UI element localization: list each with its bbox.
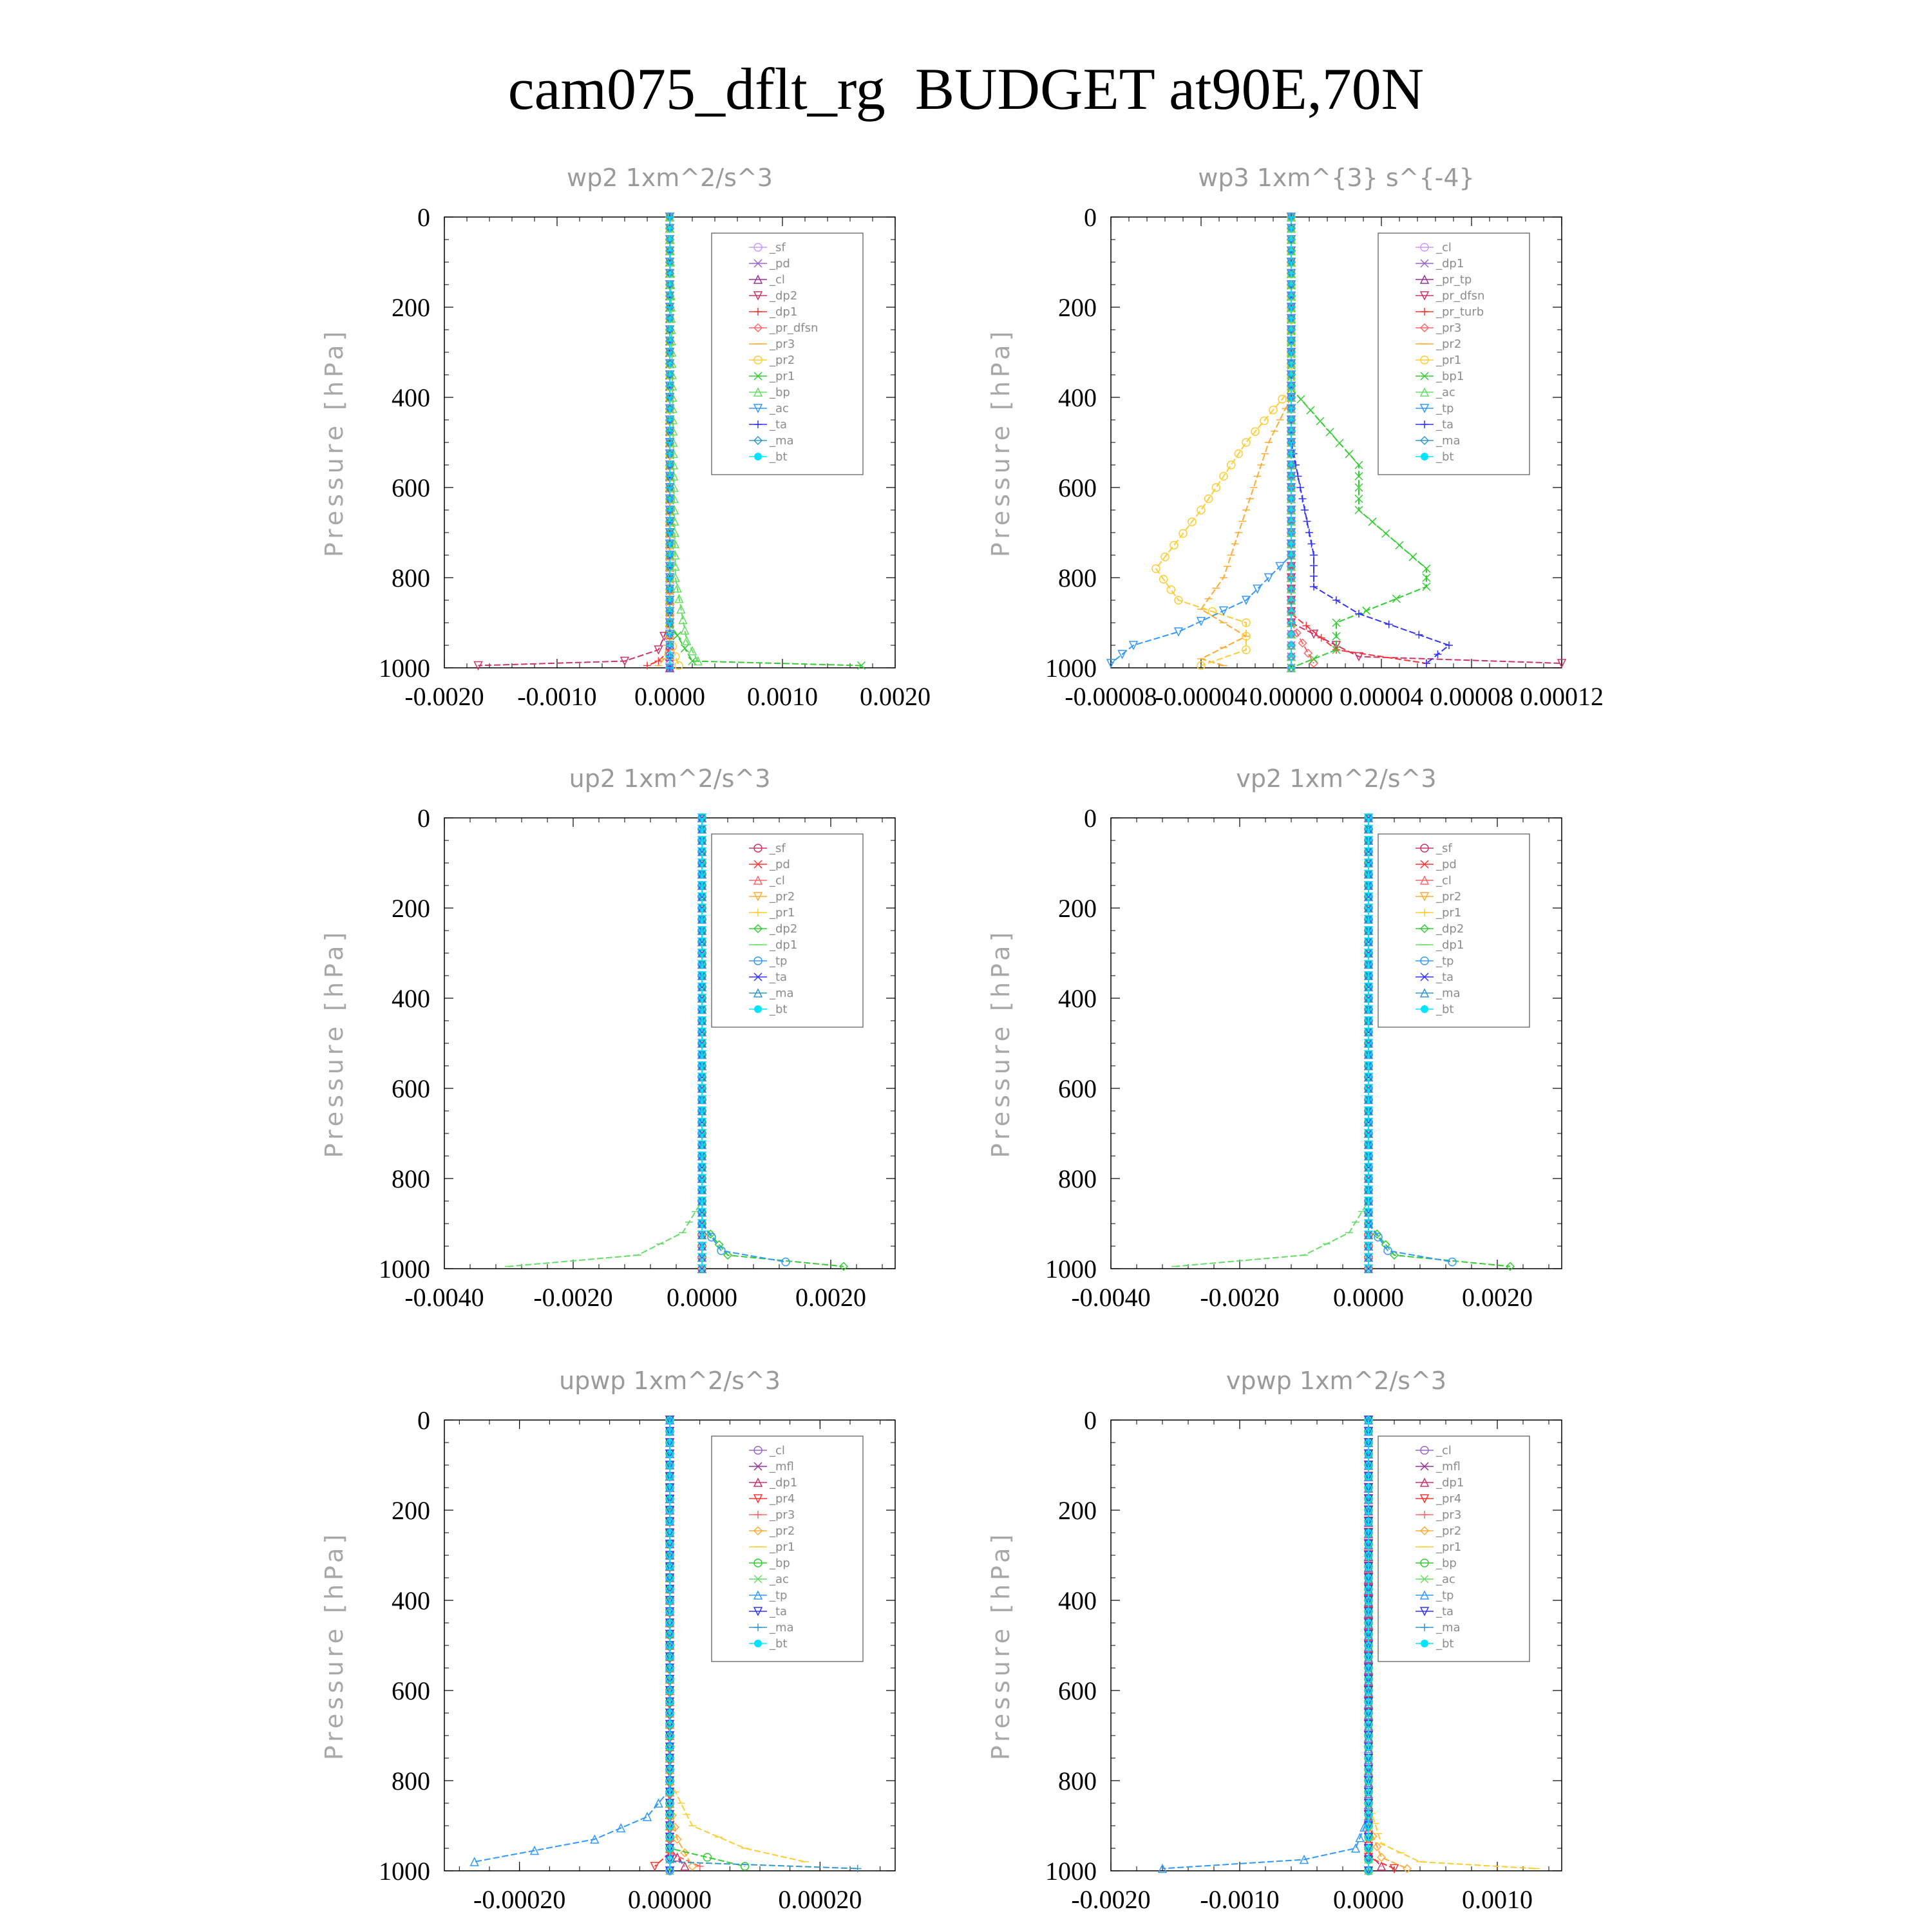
y-tick-label: 600 xyxy=(1058,473,1097,502)
series-marker xyxy=(1378,1853,1385,1861)
y-tick-label: 400 xyxy=(392,383,430,412)
legend-entry: _mfl xyxy=(1436,1460,1461,1473)
series-bt xyxy=(666,217,674,668)
y-tick-label: 200 xyxy=(1058,293,1097,322)
series-marker xyxy=(1409,553,1417,561)
x-tick-label: -0.0040 xyxy=(1071,1283,1151,1312)
legend-entry: _cl xyxy=(1436,874,1452,887)
legend-entry: _dp1 xyxy=(1436,257,1464,270)
series-marker xyxy=(1332,596,1340,604)
y-tick-label: 800 xyxy=(392,1164,430,1193)
series-line xyxy=(1175,818,1368,1267)
series-marker xyxy=(1382,529,1390,537)
series-marker xyxy=(1303,518,1311,526)
panel-title: up2 1xm^2/s^3 xyxy=(569,764,771,793)
y-axis-label: Pressure [hPa] xyxy=(987,327,1015,558)
legend-entry: _sf xyxy=(770,842,786,855)
y-axis-label: Pressure [hPa] xyxy=(320,928,348,1159)
series-marker xyxy=(1167,586,1175,594)
legend-entry: _pr3 xyxy=(770,1508,795,1522)
y-tick-label: 200 xyxy=(392,293,430,322)
legend-entry: _pr2 xyxy=(1436,890,1462,904)
series-marker xyxy=(1316,417,1324,425)
y-tick-label: 800 xyxy=(1058,564,1097,592)
series-marker xyxy=(1385,620,1393,628)
y-tick-label: 0 xyxy=(1084,203,1097,232)
y-tick-label: 400 xyxy=(1058,984,1097,1013)
panel-title: vp2 1xm^2/s^3 xyxy=(1236,764,1437,793)
legend-entry: _pr1 xyxy=(770,1540,795,1554)
series-line xyxy=(1156,217,1291,666)
y-tick-label: 400 xyxy=(392,984,430,1013)
page-title: cam075_dflt_rg BUDGET at90E,70N xyxy=(507,56,1425,122)
series-dp1 xyxy=(1171,818,1372,1267)
legend-entry: _mfl xyxy=(770,1460,794,1473)
y-tick-label: 600 xyxy=(392,1676,430,1705)
legend-entry: _pr4 xyxy=(1436,1492,1462,1506)
legend-entry: _ta xyxy=(770,1605,788,1618)
legend-entry: _bt xyxy=(770,450,788,464)
series-marker xyxy=(1392,595,1400,603)
x-tick-label: 0.0000 xyxy=(1333,1885,1404,1914)
series-marker xyxy=(681,645,688,652)
y-tick-label: 200 xyxy=(392,894,430,923)
series-marker xyxy=(1197,506,1205,514)
x-tick-label: -0.0010 xyxy=(517,682,597,711)
x-tick-label: 0.00000 xyxy=(1249,682,1333,711)
legend-entry: _ac xyxy=(770,1573,789,1586)
series-line xyxy=(670,1420,700,1866)
x-tick-label: 0.0010 xyxy=(1462,1885,1533,1914)
legend-entry: _pr3 xyxy=(1436,321,1462,335)
series-bt xyxy=(1287,217,1295,668)
legend-entry: _sf xyxy=(1436,842,1452,855)
legend-entry: _ma xyxy=(1436,434,1461,448)
legend-entry: _pr2 xyxy=(770,1524,795,1538)
legend-entry: _pr2 xyxy=(770,890,795,904)
legend-entry: _ma xyxy=(1436,1621,1461,1634)
legend-entry: _pd xyxy=(1436,858,1457,871)
legend-entry: _cl xyxy=(770,1444,785,1457)
x-tick-label: -0.0040 xyxy=(404,1283,484,1312)
series-pr1 xyxy=(1152,213,1295,670)
legend-entry: _pr_tp xyxy=(1436,273,1472,287)
x-tick-label: 0.0010 xyxy=(747,682,818,711)
legend-entry: _pr_dfsn xyxy=(1436,289,1485,303)
series-marker xyxy=(1212,484,1220,491)
y-tick-label: 200 xyxy=(1058,894,1097,923)
legend-entry: _bt xyxy=(770,1003,788,1016)
series-marker xyxy=(1363,607,1370,614)
legend-entry: _ac xyxy=(1436,1573,1455,1586)
y-tick-label: 1000 xyxy=(379,654,430,683)
series-marker xyxy=(1175,628,1182,636)
series-marker xyxy=(1308,540,1316,548)
legend-entry: _cl xyxy=(770,874,785,887)
y-tick-label: 200 xyxy=(1058,1496,1097,1525)
chart-panel xyxy=(320,164,931,711)
y-axis-label: Pressure [hPa] xyxy=(320,327,348,558)
series-marker xyxy=(1170,542,1178,549)
legend-entry: _tp xyxy=(770,1589,788,1602)
legend-entry: _dp2 xyxy=(770,289,798,303)
legend-marker xyxy=(754,453,762,460)
panel-title: vpwp 1xm^2/s^3 xyxy=(1226,1367,1447,1395)
series-marker xyxy=(1297,395,1305,403)
series-marker xyxy=(1368,518,1376,526)
legend-entry: _tp xyxy=(1436,1589,1454,1602)
series-line xyxy=(1111,217,1291,663)
series-marker xyxy=(1299,495,1307,503)
legend-entry: _pr1 xyxy=(770,370,795,383)
legend-entry: _pr2 xyxy=(1436,337,1462,351)
series-marker xyxy=(1396,542,1403,549)
series-line xyxy=(1162,1420,1368,1869)
legend-entry: _dp1 xyxy=(770,1476,798,1490)
legend-entry: _tp xyxy=(770,954,788,968)
legend-entry: _bp1 xyxy=(1436,370,1464,383)
panel-title: wp3 1xm^{3} s^{-4} xyxy=(1198,164,1475,192)
series-line xyxy=(1201,217,1291,666)
legend-entry: _dp2 xyxy=(770,922,798,936)
legend-entry: _bt xyxy=(1436,1637,1454,1651)
legend-entry: _ma xyxy=(770,1621,794,1634)
series-marker xyxy=(1423,583,1430,591)
series-marker xyxy=(1310,562,1318,569)
legend-entry: _pr3 xyxy=(1436,1508,1462,1522)
legend-entry: _dp1 xyxy=(770,938,798,952)
legend-entry: _pd xyxy=(770,257,790,270)
y-tick-label: 1000 xyxy=(379,1255,430,1283)
legend-marker xyxy=(754,1640,762,1647)
legend-entry: _ma xyxy=(770,987,794,1000)
x-tick-label: 0.00012 xyxy=(1520,682,1604,711)
legend-entry: _pr4 xyxy=(770,1492,795,1506)
x-tick-label: 0.00008 xyxy=(1430,682,1513,711)
series-tp xyxy=(1159,1416,1372,1873)
x-tick-label: 0.00020 xyxy=(778,1885,862,1914)
legend-marker xyxy=(754,1005,762,1013)
chart-panel xyxy=(987,764,1562,1312)
y-tick-label: 1000 xyxy=(1045,1857,1097,1886)
legend-entry: _bp xyxy=(770,386,790,399)
y-tick-label: 1000 xyxy=(1045,654,1097,683)
y-tick-label: 600 xyxy=(392,473,430,502)
x-tick-label: -0.0010 xyxy=(1200,1885,1280,1914)
y-tick-label: 1000 xyxy=(379,1857,430,1886)
legend-marker xyxy=(1421,1005,1428,1013)
x-tick-label: -0.0020 xyxy=(404,682,484,711)
x-tick-label: 0.0020 xyxy=(795,1283,866,1312)
series-marker xyxy=(1307,406,1314,414)
legend-entry: _ta xyxy=(1436,418,1454,431)
x-tick-label: -0.0020 xyxy=(1200,1283,1280,1312)
series-marker xyxy=(651,1862,659,1870)
y-tick-label: 1000 xyxy=(1045,1255,1097,1283)
legend-entry: _pr1 xyxy=(1436,354,1462,367)
series-tp xyxy=(1107,213,1295,667)
legend-entry: _cl xyxy=(1436,241,1452,254)
legend-entry: _ac xyxy=(770,402,789,415)
legend-entry: _bt xyxy=(1436,450,1454,464)
series-marker xyxy=(1345,450,1353,458)
y-tick-label: 400 xyxy=(1058,383,1097,412)
y-tick-label: 400 xyxy=(1058,1586,1097,1615)
series-marker xyxy=(1242,439,1250,446)
series-line xyxy=(475,1420,670,1862)
y-tick-label: 800 xyxy=(392,1766,430,1795)
y-tick-label: 600 xyxy=(1058,1074,1097,1103)
legend-entry: _cl xyxy=(770,273,785,287)
series-marker xyxy=(1326,428,1334,436)
legend-entry: _dp2 xyxy=(1436,922,1464,936)
legend-marker xyxy=(1421,1640,1428,1647)
series-dp2 xyxy=(475,213,674,670)
y-axis-label: Pressure [hPa] xyxy=(987,928,1015,1159)
x-tick-label: -0.00008 xyxy=(1065,682,1157,711)
y-tick-label: 800 xyxy=(392,564,430,592)
legend-entry: _tp xyxy=(1436,954,1454,968)
x-tick-label: -0.00020 xyxy=(473,1885,566,1914)
x-tick-label: 0.00000 xyxy=(628,1885,712,1914)
legend-entry: _cl xyxy=(1436,1444,1452,1457)
legend-entry: _dp1 xyxy=(1436,938,1464,952)
legend-entry: _bt xyxy=(1436,1003,1454,1016)
legend-entry: _pr3 xyxy=(770,337,795,351)
y-tick-label: 0 xyxy=(417,1406,430,1435)
y-tick-label: 200 xyxy=(392,1496,430,1525)
legend-entry: _tp xyxy=(1436,402,1454,415)
legend-entry: _sf xyxy=(770,241,786,254)
legend-entry: _ac xyxy=(1436,386,1455,399)
y-tick-label: 800 xyxy=(1058,1164,1097,1193)
series-marker xyxy=(674,632,681,639)
legend-entry: _pr1 xyxy=(770,906,795,920)
y-tick-label: 800 xyxy=(1058,1766,1097,1795)
legend-entry: _ta xyxy=(1436,971,1454,984)
legend-entry: _bp xyxy=(770,1557,790,1570)
series-marker xyxy=(1310,583,1318,591)
series-marker xyxy=(1355,610,1363,618)
legend-entry: _pr1 xyxy=(1436,1540,1462,1554)
series-line xyxy=(478,217,670,666)
series-marker xyxy=(1310,551,1318,559)
x-tick-label: 0.00004 xyxy=(1340,682,1423,711)
x-tick-label: 0.0020 xyxy=(1462,1283,1533,1312)
series-marker xyxy=(1336,439,1343,447)
y-tick-label: 600 xyxy=(1058,1676,1097,1705)
series-pr2 xyxy=(1197,217,1295,666)
legend-marker xyxy=(1421,453,1428,460)
y-axis-label: Pressure [hPa] xyxy=(320,1530,348,1761)
legend-entry: _bt xyxy=(770,1637,788,1651)
series-marker xyxy=(1227,461,1235,469)
legend-entry: _ma xyxy=(1436,987,1461,1000)
legend-entry: _pr1 xyxy=(1436,906,1462,920)
legend-entry: _pd xyxy=(770,858,790,871)
y-tick-label: 0 xyxy=(1084,1406,1097,1435)
x-tick-label: -0.0020 xyxy=(1071,1885,1151,1914)
series-marker xyxy=(1301,506,1309,514)
legend-entry: _pr_turb xyxy=(1436,305,1484,319)
series-marker xyxy=(1296,484,1304,491)
series-marker xyxy=(1305,529,1313,536)
series-marker xyxy=(1310,573,1318,580)
legend-entry: _pr2 xyxy=(770,354,795,367)
legend-entry: _ma xyxy=(770,434,794,448)
panel-title: upwp 1xm^2/s^3 xyxy=(559,1367,781,1395)
legend-entry: _dp1 xyxy=(1436,1476,1464,1490)
x-tick-label: -0.0020 xyxy=(533,1283,613,1312)
series-tp xyxy=(471,1416,674,1866)
y-tick-label: 0 xyxy=(417,804,430,833)
x-tick-label: -0.00004 xyxy=(1155,682,1247,711)
y-tick-label: 0 xyxy=(417,203,430,232)
x-tick-label: 0.0000 xyxy=(1333,1283,1404,1312)
x-tick-label: 0.0020 xyxy=(860,682,931,711)
chart-panel xyxy=(987,164,1604,711)
legend-entry: _ta xyxy=(1436,1605,1454,1618)
chart-panel xyxy=(987,1367,1562,1914)
chart-panel xyxy=(320,764,895,1312)
y-tick-label: 600 xyxy=(392,1074,430,1103)
panel-title: wp2 1xm^2/s^3 xyxy=(567,164,773,192)
x-tick-label: 0.0000 xyxy=(667,1283,737,1312)
legend-entry: _bp xyxy=(1436,1557,1457,1570)
legend-entry: _ta xyxy=(770,971,788,984)
legend-entry: _dp1 xyxy=(770,305,798,319)
series-line xyxy=(509,818,702,1267)
legend-entry: _ta xyxy=(770,418,788,431)
chart-panel xyxy=(320,1367,895,1914)
legend-entry: _pr_dfsn xyxy=(770,321,819,335)
legend-entry: _pr2 xyxy=(1436,1524,1462,1538)
y-axis-label: Pressure [hPa] xyxy=(987,1530,1015,1761)
y-tick-label: 400 xyxy=(392,1586,430,1615)
y-tick-label: 0 xyxy=(1084,804,1097,833)
series-dp1 xyxy=(505,818,706,1267)
x-tick-label: 0.0000 xyxy=(634,682,705,711)
series-marker xyxy=(1415,631,1423,639)
